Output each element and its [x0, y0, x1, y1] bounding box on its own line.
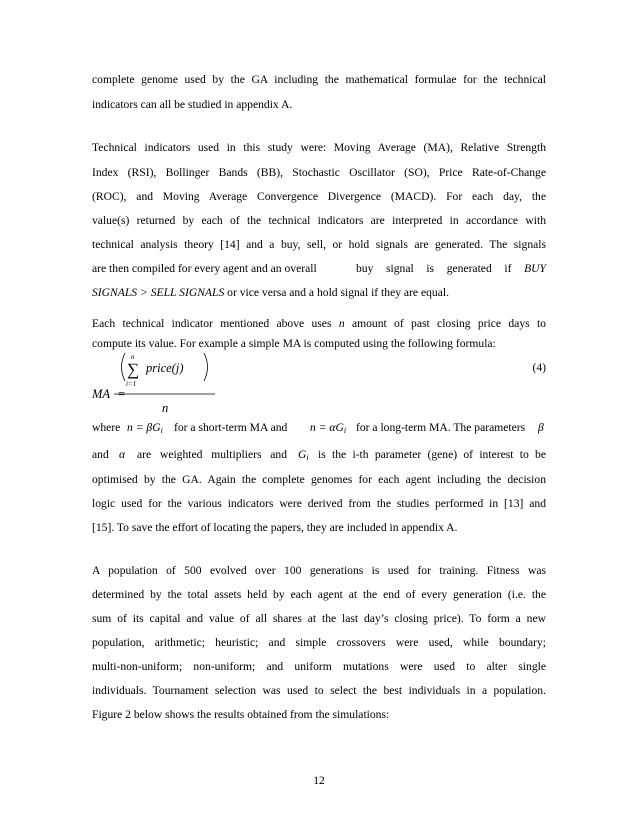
text-line: logic used for the various indicators were derived from the studies performed in [13] and	[92, 497, 546, 510]
formula-short-term	[127, 420, 163, 439]
sigma-symbol: ∑	[127, 360, 140, 379]
text-fragment: are then compiled for every agent and an overall	[92, 262, 317, 275]
text-fragment: for a short-term MA and	[174, 421, 288, 434]
variable-n: n	[338, 317, 345, 330]
text-fragment: where	[92, 421, 121, 434]
formula-long-term	[310, 420, 346, 439]
text-line: individuals. Tournament selection was used to select the best individuals in a population.	[92, 684, 546, 697]
formula-text: n = αG	[310, 421, 344, 434]
text-fragment	[356, 261, 546, 277]
formula-text: G	[298, 448, 307, 461]
text-line: value(s) returned by each of the technical indicators are interpreted in accordance with	[92, 214, 546, 227]
denominator: n	[162, 401, 169, 413]
text-line: Figure 2 below shows the results obtained from the simulations:	[92, 708, 390, 721]
emphasis-text: SIGNALS > SELL SIGNALS	[92, 286, 225, 299]
sum-upper-limit: n	[131, 353, 135, 361]
text-line: sum of its capital and value of all shares at the last day’s closing price). To form a new	[92, 612, 546, 625]
text-line: [15]. To save the effort of locating the papers, they are included in appendix A.	[92, 521, 458, 534]
text-fragment: Each technical indicator mentioned above uses	[92, 317, 332, 330]
emphasis-text: BUY	[524, 262, 546, 275]
text-line: technical analysis theory [14] and a buy, sell, or hold signals are generated. The signals	[92, 238, 546, 251]
text-fragment: and	[92, 448, 109, 461]
text-line	[92, 285, 546, 301]
text-line: determined by the total assets held by each agent at the end of every generation (i.e. the	[92, 588, 546, 601]
text-line: complete genome used by the GA including the mathematical formulae for the technical	[92, 73, 546, 86]
text-fragment: buy signal is generated if	[356, 262, 512, 275]
text-fragment: or vice versa and a hold signal if they are equal.	[224, 286, 449, 299]
text-line: (ROC), and Moving Average Convergence Divergence (MACD). For each day, the	[92, 190, 546, 203]
equation-lhs: MA	[92, 387, 111, 401]
right-paren	[204, 353, 208, 381]
text-line: optimised by the GA. Again the complete genomes for each agent including the decision	[92, 473, 546, 486]
summand: price(j)	[146, 361, 184, 375]
left-paren	[122, 353, 126, 381]
text-fragment: is the i-th parameter (gene) of interest to be	[318, 448, 546, 461]
text-fragment: amount of past closing price days to	[344, 317, 546, 330]
text-line: Index (RSI), Bollinger Bands (BB), Stochastic Oscillator (SO), Price Rate-of-Change	[92, 166, 546, 179]
symbol-g	[298, 447, 309, 466]
equals-sign: =	[118, 387, 126, 401]
text-line: multi-non-uniform; non-uniform; and uniform mutations were used to alter single	[92, 660, 546, 673]
text-line: A population of 500 evolved over 100 generations is used for training. Fitness was	[92, 564, 546, 577]
text-line: compute its value. For example a simple MA is computed using the following formula:	[92, 337, 496, 350]
text-line: population, arithmetic; heuristic; and simple crossovers were used, while boundary;	[92, 636, 546, 649]
formula-subscript: i	[343, 426, 347, 435]
text-line: Technical indicators used in this study were: Moving Average (MA), Relative Strength	[92, 141, 546, 154]
text-line: indicators can all be studied in appendix A.	[92, 98, 293, 111]
equation-graphic	[92, 331, 292, 413]
formula-subscript: i	[160, 426, 163, 435]
text-fragment: for a long-term MA. The parameters	[356, 421, 526, 434]
text-fragment: are weighted multipliers and	[137, 448, 287, 461]
sum-lower-limit: i=1	[126, 380, 137, 388]
symbol-beta: β	[538, 421, 544, 434]
page-number: 12	[313, 774, 325, 787]
formula-text: n = βG	[127, 421, 161, 434]
symbol-alpha: α	[119, 448, 126, 461]
equation-ma	[92, 331, 546, 413]
formula-subscript: i	[306, 453, 309, 462]
text-line	[92, 316, 546, 332]
equation-number: (4)	[532, 361, 546, 374]
